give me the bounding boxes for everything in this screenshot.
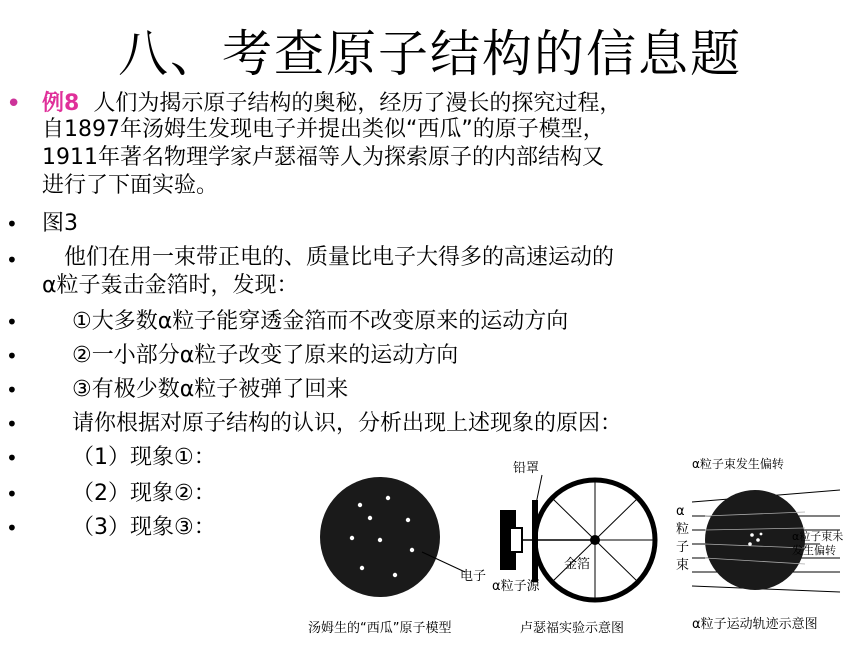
- question: 请你根据对原子结构的认识，分析出现上述现象的原因：: [72, 411, 623, 436]
- caption-rutherford: 卢瑟福实验示意图: [520, 621, 625, 636]
- answer-3: （3）现象③：: [72, 515, 216, 540]
- bullet: •: [6, 378, 18, 402]
- undeflect-label-2: 发生偏转: [792, 544, 836, 557]
- electron-label: 电子: [460, 569, 487, 584]
- beam-char-4: 束: [676, 558, 690, 573]
- page-title: 八、考查原子结构的信息题: [118, 25, 742, 83]
- bullet: •: [6, 344, 18, 368]
- example-line-4: 进行了下面实验。: [42, 173, 219, 198]
- bullet: •: [6, 516, 18, 540]
- observation-3: ③有极少数α粒子被弹了回来: [72, 377, 349, 402]
- bullet: •: [6, 412, 18, 436]
- answer-1: （1）现象①：: [72, 445, 216, 470]
- beam-char-1: α: [676, 504, 685, 519]
- bullet: •: [6, 212, 18, 236]
- example-line-3: 1911年著名物理学家卢瑟福等人为探索原子的内部结构又: [42, 145, 604, 170]
- desc-line-2: α粒子轰击金箔时，发现：: [42, 273, 299, 298]
- bullet: •: [6, 482, 18, 506]
- alpha-source-box: [510, 528, 522, 552]
- bullet: •: [6, 310, 18, 334]
- observation-1: ①大多数α粒子能穿透金箔而不改变原来的运动方向: [72, 309, 569, 334]
- thomson-atom-sphere: [320, 477, 440, 597]
- caption-thomson: 汤姆生的“西瓜”原子模型: [308, 621, 452, 636]
- experiment-figure: [300, 440, 860, 645]
- example-line-1: [42, 92, 621, 116]
- lead-pointer: [536, 475, 542, 504]
- gold-label: 金箔: [564, 557, 591, 572]
- bullet: •: [6, 89, 22, 119]
- example-text-1: 人们为揭示原子结构的奥秘，经历了漫长的探究过程，: [93, 91, 622, 116]
- beam-char-2: 粒: [676, 522, 690, 537]
- desc-line-1: 他们在用一束带正电的、质量比电子大得多的高速运动的: [42, 245, 615, 270]
- screen-center: [590, 535, 600, 545]
- beam-char-3: 子: [676, 540, 690, 555]
- lead-label: 铅罩: [513, 461, 540, 476]
- gold-atom-sphere: [705, 490, 805, 590]
- caption-trajectory: α粒子运动轨迹示意图: [692, 617, 818, 632]
- figure-ref: 图3: [42, 211, 78, 236]
- example-line-2: 自1897年汤姆生发现电子并提出类似“西瓜”的原子模型，: [42, 117, 605, 142]
- observation-2: ②一小部分α粒子改变了原来的运动方向: [72, 343, 459, 368]
- undeflect-label-1: α粒子束未: [792, 530, 844, 543]
- bullet: •: [6, 248, 18, 272]
- source-label: α粒子源: [492, 579, 540, 594]
- bullet: •: [6, 446, 18, 470]
- example-label: 例8: [42, 91, 80, 116]
- deflect-label: α粒子束发生偏转: [692, 457, 784, 471]
- answer-2: （2）现象②：: [72, 481, 216, 506]
